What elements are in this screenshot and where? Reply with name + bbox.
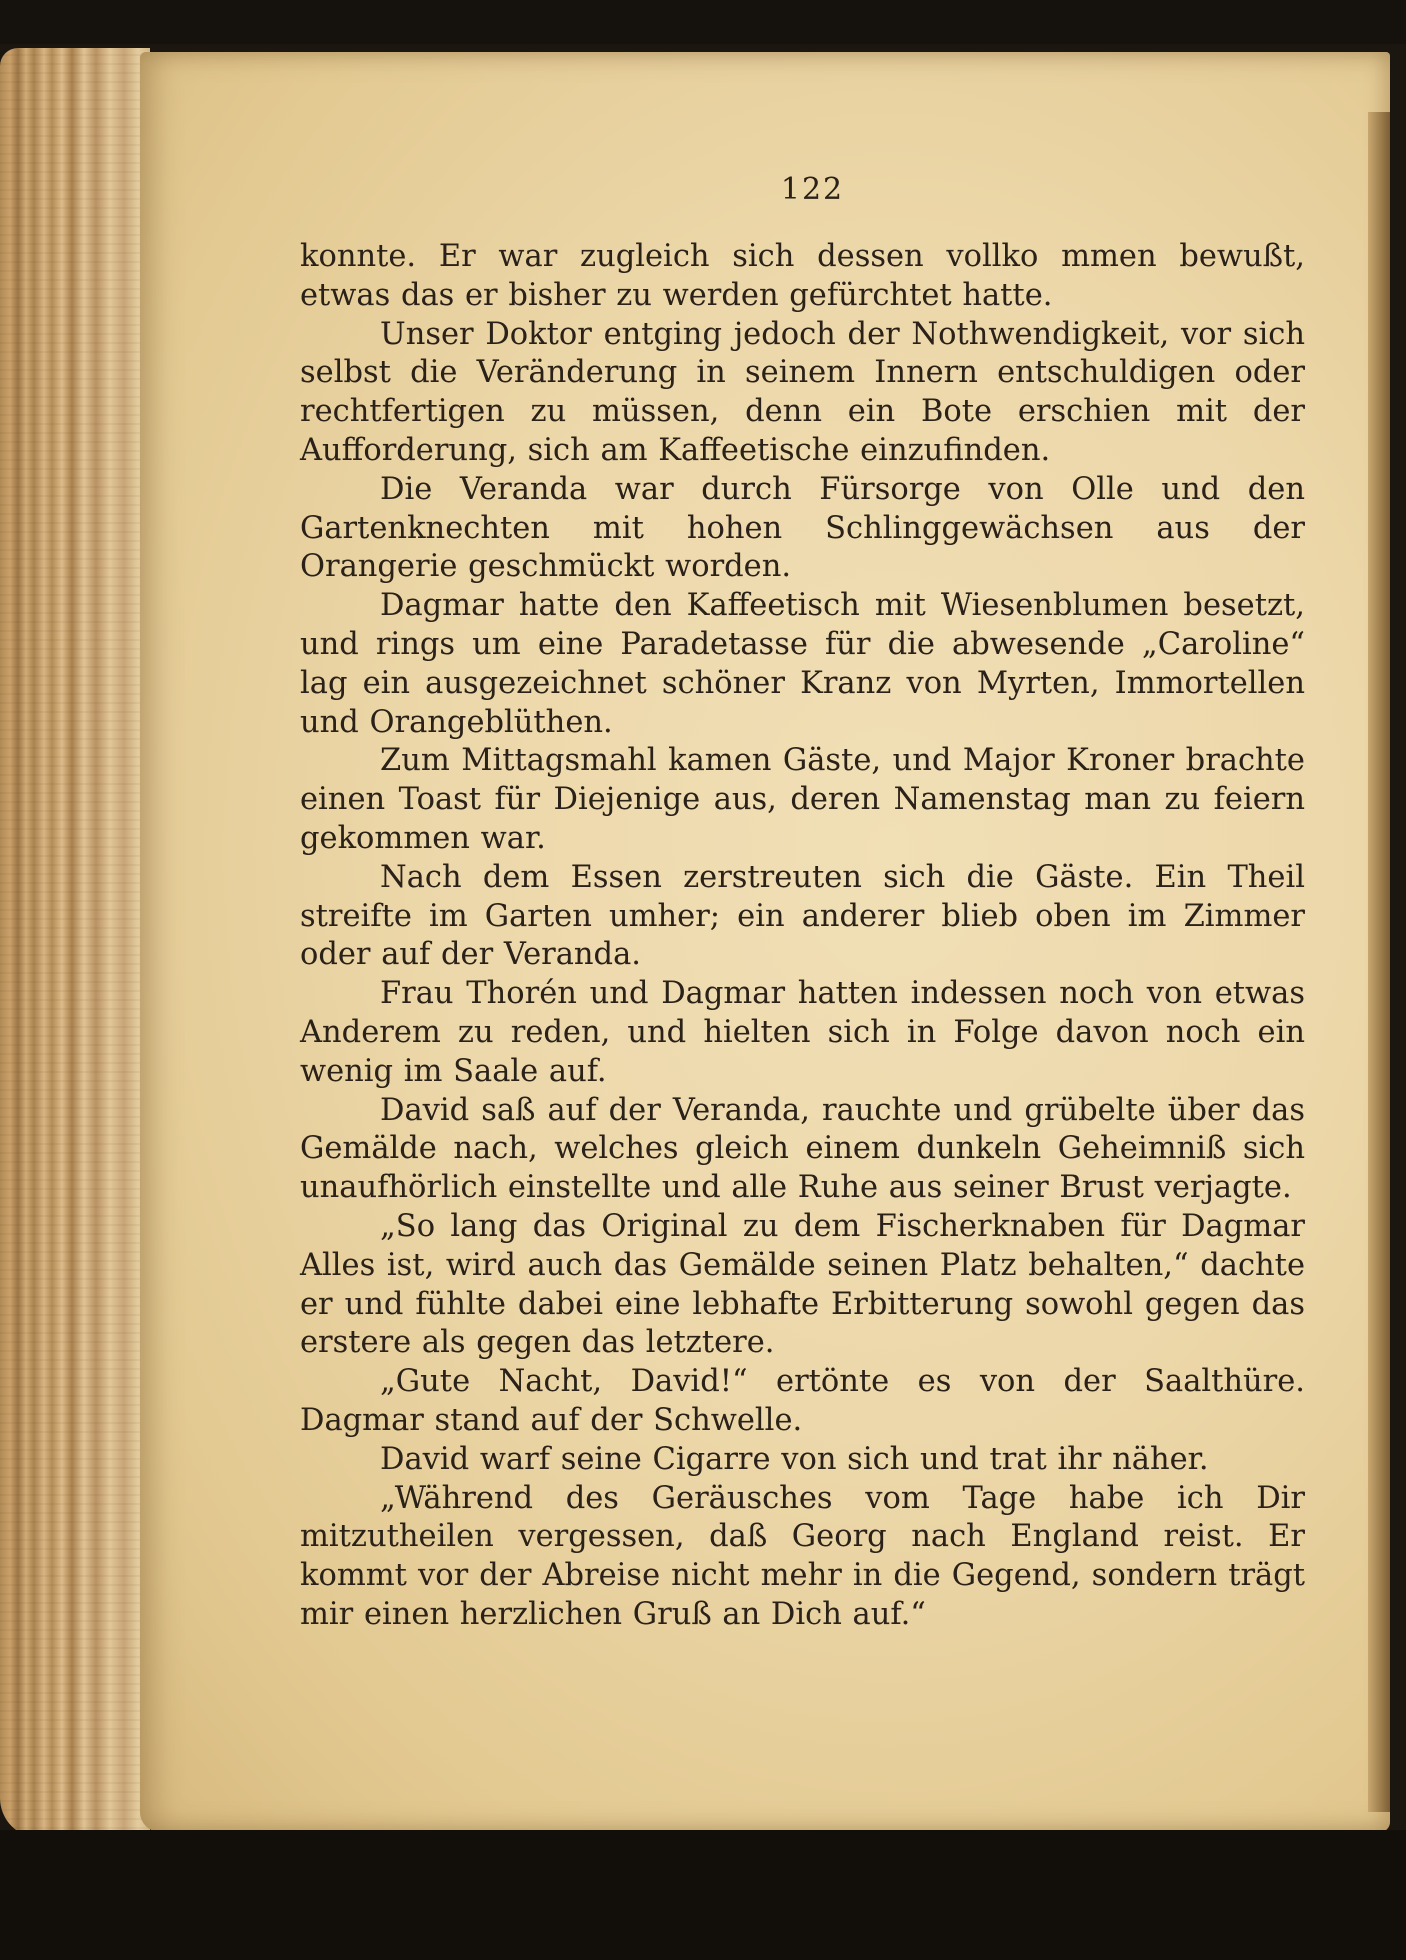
- background-top: [0, 0, 1406, 44]
- paragraph: Frau Thorén und Dagmar hatten indessen noch von etwas Anderem zu reden, und hielten sich in Folge davon noch ein wenig im Saale auf.: [300, 976, 1305, 1089]
- paragraph: Unser Doktor entging jedoch der Nothwendigkeit, vor sich selbst die Veränderung in seinem Innern entschuldigen oder rechtfertigen zu müssen, denn ein Bote erschien mit der Aufforderung, sich am Kaffeetische einzufinden.: [300, 316, 1305, 468]
- paragraph: konnte. Er war zugleich sich dessen vollko mmen bewußt, etwas das er bisher zu werden gefürchtet hatte.: [300, 239, 1305, 313]
- page-edges: [0, 48, 150, 1838]
- paragraph: „Während des Geräusches vom Tage habe ich Dir mitzutheilen vergessen, daß Georg nach England reist. Er kommt vor der Abreise nicht mehr in die Gegend, sondern trägt mir einen herzlichen Gruß an Dich auf.“: [300, 1480, 1305, 1632]
- paragraph: „So lang das Original zu dem Fischerknaben für Dagmar Alles ist, wird auch das Gemälde seinen Platz behalten,“ dachte er und fühlte dabei eine lebhafte Erbitterung sowohl gegen das erstere als gegen das letztere.: [300, 1208, 1305, 1361]
- paragraph: David saß auf der Veranda, rauchte und grübelte über das Gemälde nach, welches gleich einem dunkeln Geheimniß sich unaufhörlich einstellte und alle Ruhe aus seiner Brust verjagte.: [300, 1092, 1305, 1206]
- paragraph: Nach dem Essen zerstreuten sich die Gäste. Ein Theil streifte im Garten umher; ein anderer blieb oben im Zimmer oder auf der Veranda.: [300, 859, 1305, 973]
- paragraph: Die Veranda war durch Fürsorge von Olle und den Gartenknechten mit hohen Schlinggewächsen aus der Orangerie geschmückt worden.: [300, 471, 1305, 585]
- page-text: [300, 170, 1305, 1635]
- paragraph: David warf seine Cigarre von sich und trat ihr näher.: [380, 1441, 1209, 1477]
- paragraph: Zum Mittagsmahl kamen Gäste, und Major Kroner brachte einen Toast für Diejenige aus, deren Namenstag man zu feiern gekommen war.: [300, 743, 1305, 856]
- paragraph: „Gute Nacht, David!“ ertönte es von der Saalthüre. Dagmar stand auf der Schwelle.: [300, 1364, 1305, 1438]
- page-right-edge: [1368, 112, 1390, 1812]
- page-number: 122: [780, 172, 845, 207]
- background-bottom: [0, 1830, 1406, 1960]
- paragraph: Dagmar hatte den Kaffeetisch mit Wiesenblumen besetzt, und rings um eine Paradetasse für die abwesende „Caroline“ lag ein ausgezeichnet schöner Kranz von Myrten, Immortellen und Orangeblüthen.: [300, 588, 1305, 740]
